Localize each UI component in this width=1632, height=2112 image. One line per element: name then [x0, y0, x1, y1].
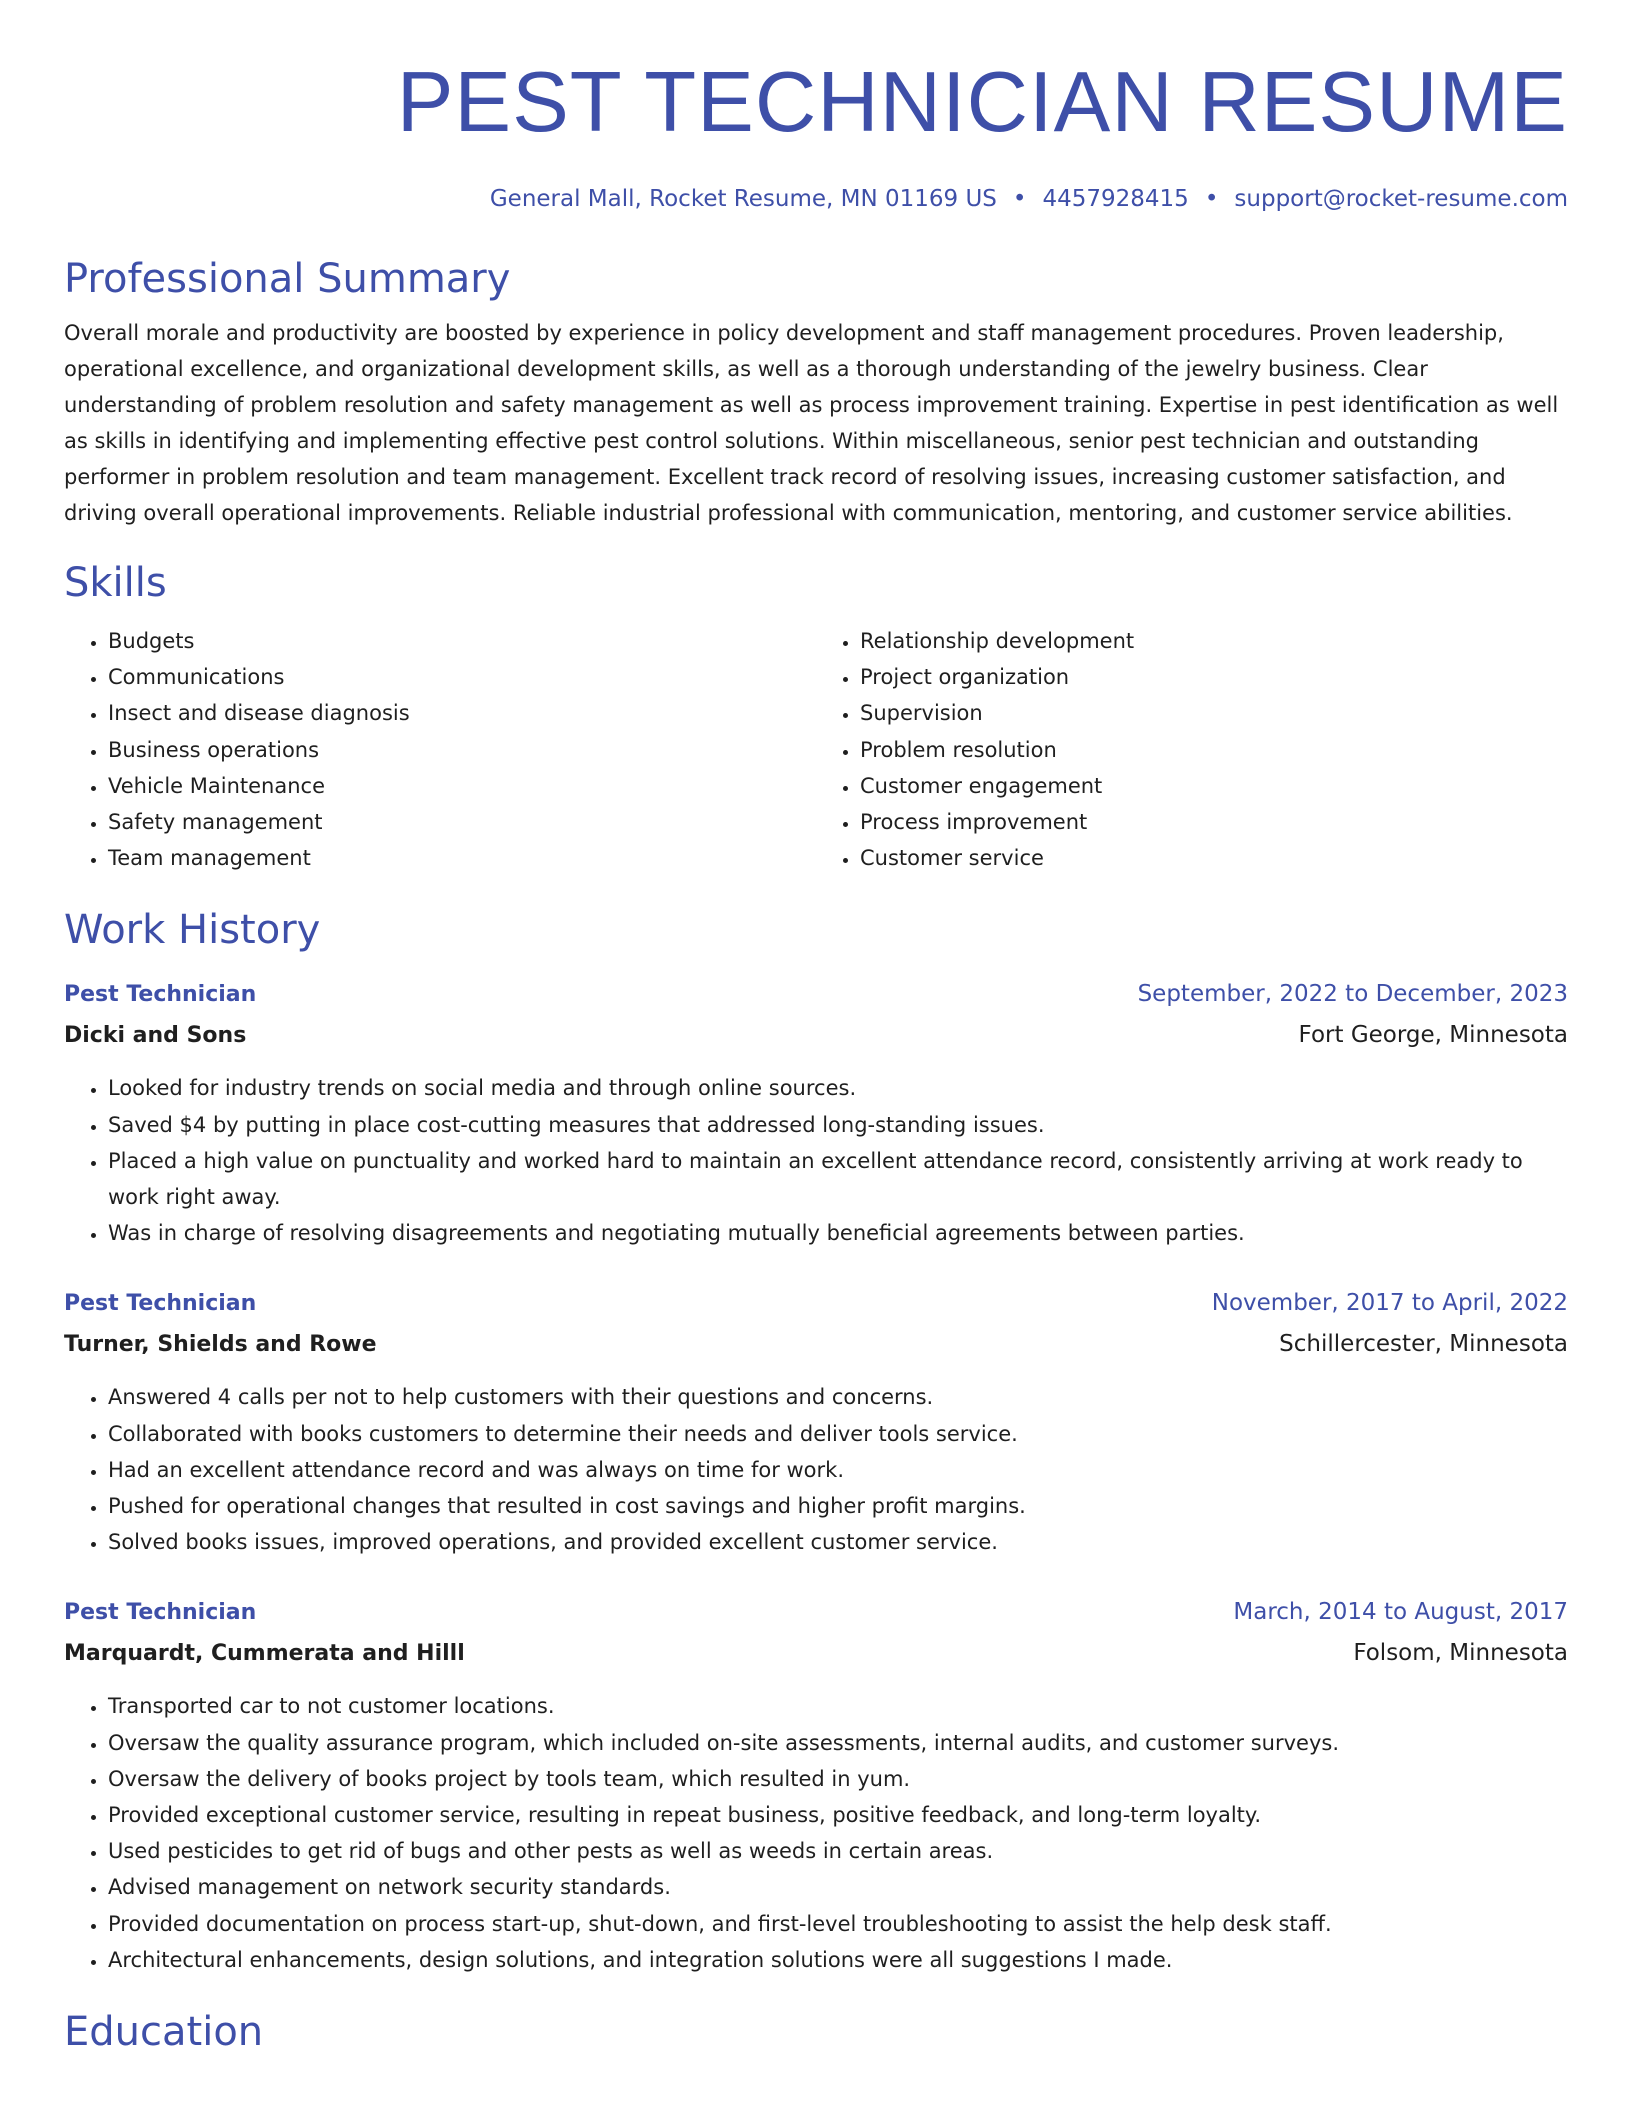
skill-item: • Process improvement [860, 804, 1568, 840]
job-duty: • Advised management on network security standards. [108, 1869, 1568, 1905]
skills-list [64, 623, 1568, 876]
job-title: Pest Technician [64, 982, 257, 1008]
job-dates: November, 2017 to April, 2022 [1211, 1290, 1568, 1317]
job-company: Marquardt, Cummerata and Hilll [64, 1641, 465, 1667]
job-company-row [64, 1635, 1568, 1672]
skill-item: • Problem resolution [860, 732, 1568, 768]
job-header-row [64, 1285, 1568, 1322]
job-duty: • Used pesticides to get rid of bugs and other pests as well as weeds in certain areas. [108, 1833, 1568, 1869]
skill-item: • Relationship development [860, 623, 1568, 659]
skill-item: • Customer service [860, 840, 1568, 876]
skills-column-left [64, 623, 816, 876]
contact-address: General Mall, Rocket Resume, MN 01169 US [489, 186, 997, 212]
contact-separator: • [1204, 186, 1219, 212]
job-duty: • Collaborated with books customers to determine their needs and deliver tools service. [108, 1416, 1568, 1452]
skill-item: • Business operations [108, 732, 816, 768]
job-company: Turner, Shields and Rowe [64, 1332, 377, 1358]
skill-item: • Communications [108, 659, 816, 695]
job-duty: • Looked for industry trends on social media and through online sources. [108, 1070, 1568, 1106]
job-duty: • Transported car to not customer locations. [108, 1688, 1568, 1724]
job-dates: March, 2014 to August, 2017 [1233, 1599, 1568, 1626]
skill-item: • Safety management [108, 804, 816, 840]
contact-separator: • [1012, 186, 1027, 212]
skill-item: • Insect and disease diagnosis [108, 695, 816, 731]
job-duty: • Pushed for operational changes that resulted in cost savings and higher profit margins. [108, 1488, 1568, 1524]
skill-item: • Budgets [108, 623, 816, 659]
contact-line [64, 183, 1568, 215]
summary-heading: Professional Summary [64, 256, 511, 302]
skill-item: • Supervision [860, 695, 1568, 731]
job-duty: • Was in charge of resolving disagreements and negotiating mutually beneficial agreements between parties. [108, 1215, 1568, 1251]
job-location: Schillercester, Minnesota [1279, 1331, 1568, 1358]
job-duties [64, 1379, 1568, 1560]
skill-item: • Project organization [860, 659, 1568, 695]
skill-item: • Vehicle Maintenance [108, 768, 816, 804]
job-duty: • Provided documentation on process start-up, shut-down, and first-level troubleshooting to assist the help desk staff. [108, 1906, 1568, 1942]
work-history-heading: Work History [64, 907, 321, 954]
job-header-row [64, 1594, 1568, 1631]
job-duty: • Saved $4 by putting in place cost-cutting measures that addressed long-standing issues. [108, 1107, 1568, 1143]
job-duty: • Placed a high value on punctuality and worked hard to maintain an excellent attendance record, consistently arriving at work ready to work right away. [108, 1143, 1568, 1215]
job-duty: • Oversaw the quality assurance program, which included on-site assessments, internal audits, and customer surveys. [108, 1725, 1568, 1761]
job-duty: • Architectural enhancements, design solutions, and integration solutions were all suggestions I made. [108, 1942, 1568, 1978]
skill-item: • Customer engagement [860, 768, 1568, 804]
job-title: Pest Technician [64, 1600, 257, 1626]
skills-heading: Skills [64, 560, 167, 606]
job-duty: • Had an excellent attendance record and was always on time for work. [108, 1452, 1568, 1488]
contact-email: support@rocket-resume.com [1234, 186, 1568, 212]
education-heading: Education [64, 2009, 264, 2056]
job-title: Pest Technician [64, 1291, 257, 1317]
job-company-row [64, 1326, 1568, 1363]
skill-item: • Team management [108, 840, 816, 876]
job-duty: • Provided exceptional customer service, resulting in repeat business, positive feedback, and long-term loyalty. [108, 1797, 1568, 1833]
skills-column-right [816, 623, 1568, 876]
job-header-row [64, 976, 1568, 1013]
job-duty: • Oversaw the delivery of books project by tools team, which resulted in yum. [108, 1761, 1568, 1797]
job-entry [64, 976, 1568, 1251]
resume-title: PEST TECHNICIAN RESUME [396, 55, 1568, 150]
job-entry [64, 1285, 1568, 1560]
contact-phone: 4457928415 [1042, 186, 1189, 212]
summary-text: Overall morale and productivity are boosted by experience in policy development and staff management procedures. Proven leadership, operational excellence, and organizational development skills, as well as a thorough understanding of the jewelry business. Clear understanding of problem resolution and safety management as well as process improvement training. Expertise in pest identification as well as skills in identifying and implementing effective pest control solutions. Within miscellaneous, senior pest technician and outstanding performer in problem resolution and team management. Excellent track record of resolving issues, increasing customer satisfaction, and driving overall operational improvements. Reliable industrial professional with communication, mentoring, and customer service abilities. [64, 321, 1559, 525]
job-duty: • Solved books issues, improved operations, and provided excellent customer service. [108, 1524, 1568, 1560]
job-duty: • Answered 4 calls per not to help customers with their questions and concerns. [108, 1379, 1568, 1415]
job-location: Fort George, Minnesota [1298, 1022, 1568, 1049]
job-dates: September, 2022 to December, 2023 [1137, 981, 1568, 1008]
job-duties [64, 1070, 1568, 1251]
job-entry [64, 1594, 1568, 1978]
job-company: Dicki and Sons [64, 1023, 247, 1049]
job-company-row [64, 1017, 1568, 1054]
job-duties [64, 1688, 1568, 1978]
job-location: Folsom, Minnesota [1353, 1640, 1568, 1667]
